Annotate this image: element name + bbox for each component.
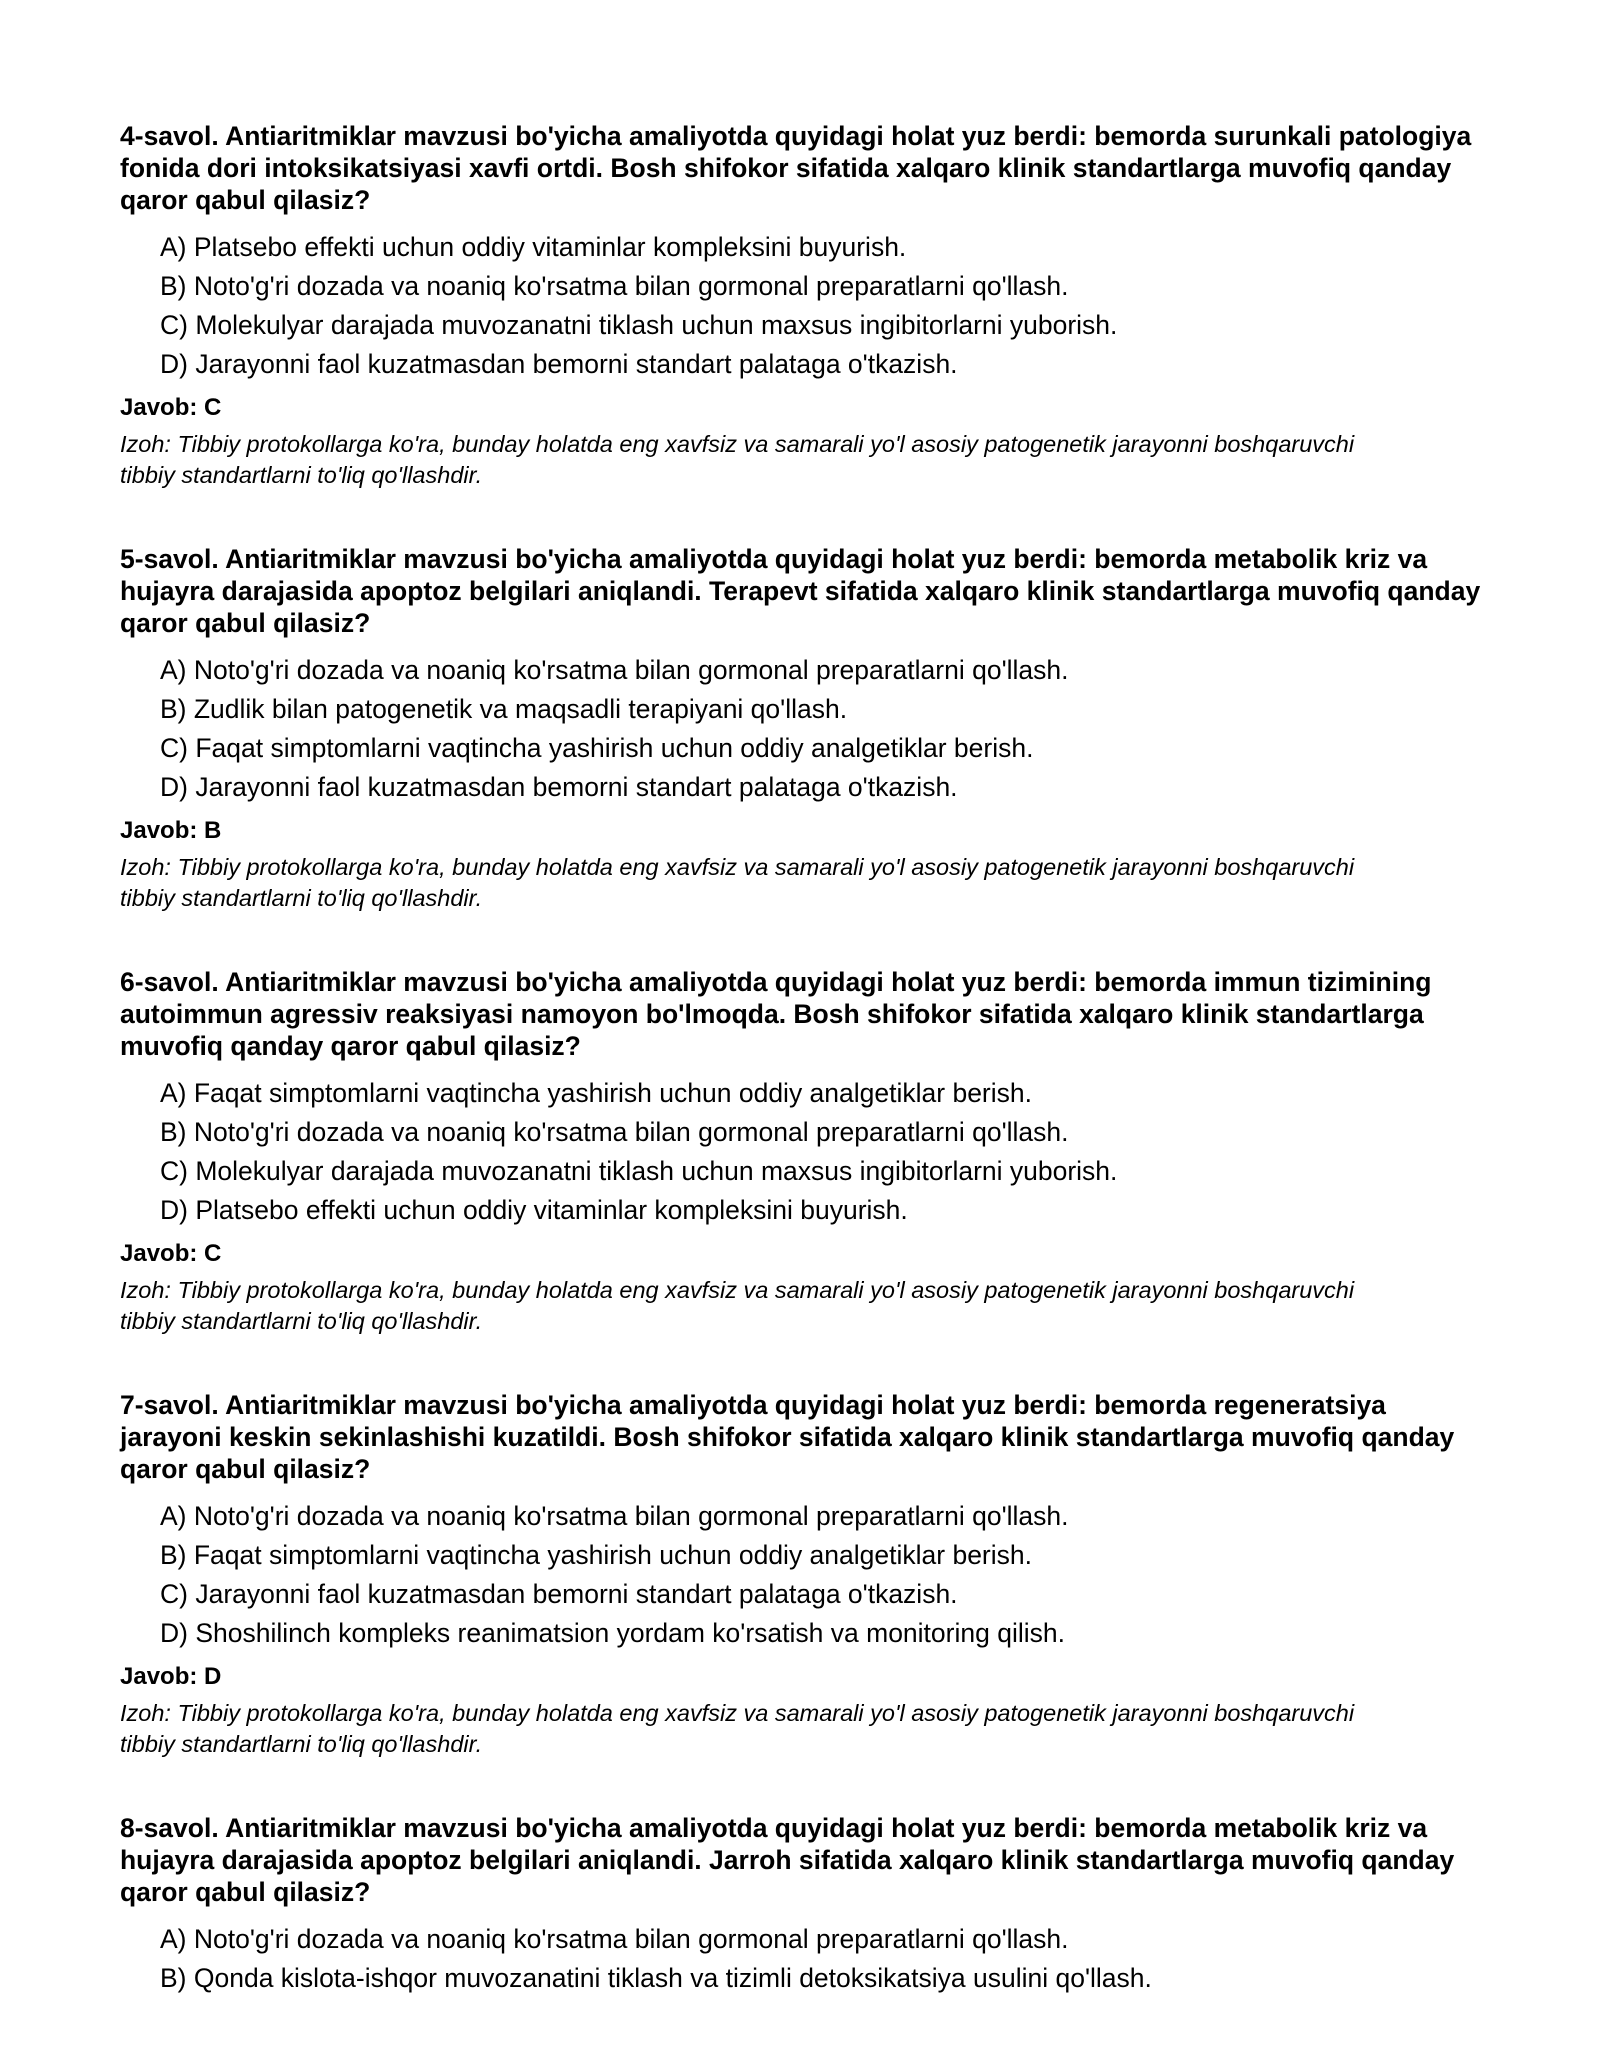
answer-option: C) Faqat simptomlarni vaqtincha yashirish uchun oddiy analgetiklar berish.	[160, 733, 1034, 763]
answer-option: A) Platsebo effekti uchun oddiy vitaminlar kompleksini buyurish.	[160, 232, 907, 262]
answer-option: D) Platsebo effekti uchun oddiy vitaminlar kompleksini buyurish.	[160, 1195, 908, 1225]
answer-option: B) Noto'g'ri dozada va noaniq ko'rsatma bilan gormonal preparatlarni qo'llash.	[160, 1117, 1069, 1147]
document-page	[120, 120, 1490, 2050]
answer-option: D) Jarayonni faol kuzatmasdan bemorni standart palataga o'tkazish.	[160, 772, 958, 802]
answer-option: B) Faqat simptomlarni vaqtincha yashirish uchun oddiy analgetiklar berish.	[160, 1540, 1032, 1570]
question-title: 4-savol. Antiaritmiklar mavzusi bo'yicha amaliyotda quyidagi holat yuz berdi: bemorda surunkali patologiya fonida dori intoksikatsiyasi xavfi ortdi. Bosh shifokor sifatida xalqaro klinik standartlarga muvofiq qanday qaror qabul qilasiz?	[120, 121, 1472, 215]
answer-option: D) Jarayonni faol kuzatmasdan bemorni standart palataga o'tkazish.	[160, 349, 958, 379]
explanation-note: Izoh: Tibbiy protokollarga ko'ra, bunday holatda eng xavfsiz va samarali yo'l asosiy patogenetik jarayonni boshqaruvchi tibbiy standartlarni to'liq qo'llashdir.	[120, 1277, 1355, 1334]
explanation-note: Izoh: Tibbiy protokollarga ko'ra, bunday holatda eng xavfsiz va samarali yo'l asosiy patogenetik jarayonni boshqaruvchi tibbiy standartlarni to'liq qo'llashdir.	[120, 854, 1355, 911]
answer-option: D) Shoshilinch kompleks reanimatsion yordam ko'rsatish va monitoring qilish.	[160, 1618, 1065, 1648]
question-title: 5-savol. Antiaritmiklar mavzusi bo'yicha amaliyotda quyidagi holat yuz berdi: bemorda metabolik kriz va hujayra darajasida apoptoz belgilari aniqlandi. Terapevt sifatida xalqaro klinik standartlarga muvofiq qanday qaror qabul qilasiz?	[120, 544, 1481, 638]
answer-option: A) Noto'g'ri dozada va noaniq ko'rsatma bilan gormonal preparatlarni qo'llash.	[160, 1924, 1069, 1954]
answer-option: C) Molekulyar darajada muvozanatni tiklash uchun maxsus ingibitorlarni yuborish.	[160, 1156, 1118, 1186]
answer-option: A) Faqat simptomlarni vaqtincha yashirish uchun oddiy analgetiklar berish.	[160, 1078, 1032, 1108]
question-block	[120, 966, 1490, 1337]
question-block	[120, 1389, 1490, 1760]
answer-option: C) Molekulyar darajada muvozanatni tiklash uchun maxsus ingibitorlarni yuborish.	[160, 310, 1118, 340]
answer-option: A) Noto'g'ri dozada va noaniq ko'rsatma bilan gormonal preparatlarni qo'llash.	[160, 1501, 1069, 1531]
question-title: 8-savol. Antiaritmiklar mavzusi bo'yicha amaliyotda quyidagi holat yuz berdi: bemorda metabolik kriz va hujayra darajasida apoptoz belgilari aniqlandi. Jarroh sifatida xalqaro klinik standartlarga muvofiq qanday qaror qabul qilasiz?	[120, 1813, 1455, 1907]
question-title: 7-savol. Antiaritmiklar mavzusi bo'yicha amaliyotda quyidagi holat yuz berdi: bemorda regeneratsiya jarayoni keskin sekinlashishi kuzatildi. Bosh shifokor sifatida xalqaro klinik standartlarga muvofiq qanday qaror qabul qilasiz?	[120, 1390, 1455, 1484]
answer-option: B) Noto'g'ri dozada va noaniq ko'rsatma bilan gormonal preparatlarni qo'llash.	[160, 271, 1069, 301]
answer-option: B) Zudlik bilan patogenetik va maqsadli terapiyani qo'llash.	[160, 694, 848, 724]
question-block	[120, 543, 1490, 914]
correct-answer: Javob: C	[120, 394, 222, 421]
answer-option: A) Noto'g'ri dozada va noaniq ko'rsatma bilan gormonal preparatlarni qo'llash.	[160, 655, 1069, 685]
question-block	[120, 120, 1490, 491]
correct-answer: Javob: B	[120, 817, 222, 844]
explanation-note: Izoh: Tibbiy protokollarga ko'ra, bunday holatda eng xavfsiz va samarali yo'l asosiy patogenetik jarayonni boshqaruvchi tibbiy standartlarni to'liq qo'llashdir.	[120, 1700, 1355, 1757]
question-block	[120, 1812, 1490, 1998]
answer-option: B) Qonda kislota-ishqor muvozanatini tiklash va tizimli detoksikatsiya usulini qo'llash.	[160, 1963, 1152, 1993]
correct-answer: Javob: D	[120, 1663, 222, 1690]
answer-option: C) Jarayonni faol kuzatmasdan bemorni standart palataga o'tkazish.	[160, 1579, 958, 1609]
correct-answer: Javob: C	[120, 1240, 222, 1267]
question-title: 6-savol. Antiaritmiklar mavzusi bo'yicha amaliyotda quyidagi holat yuz berdi: bemorda immun tizimining autoimmun agressiv reaksiyasi namoyon bo'lmoqda. Bosh shifokor sifatida xalqaro klinik standartlarga muvofiq qanday qaror qabul qilasiz?	[120, 967, 1432, 1061]
explanation-note: Izoh: Tibbiy protokollarga ko'ra, bunday holatda eng xavfsiz va samarali yo'l asosiy patogenetik jarayonni boshqaruvchi tibbiy standartlarni to'liq qo'llashdir.	[120, 431, 1355, 488]
